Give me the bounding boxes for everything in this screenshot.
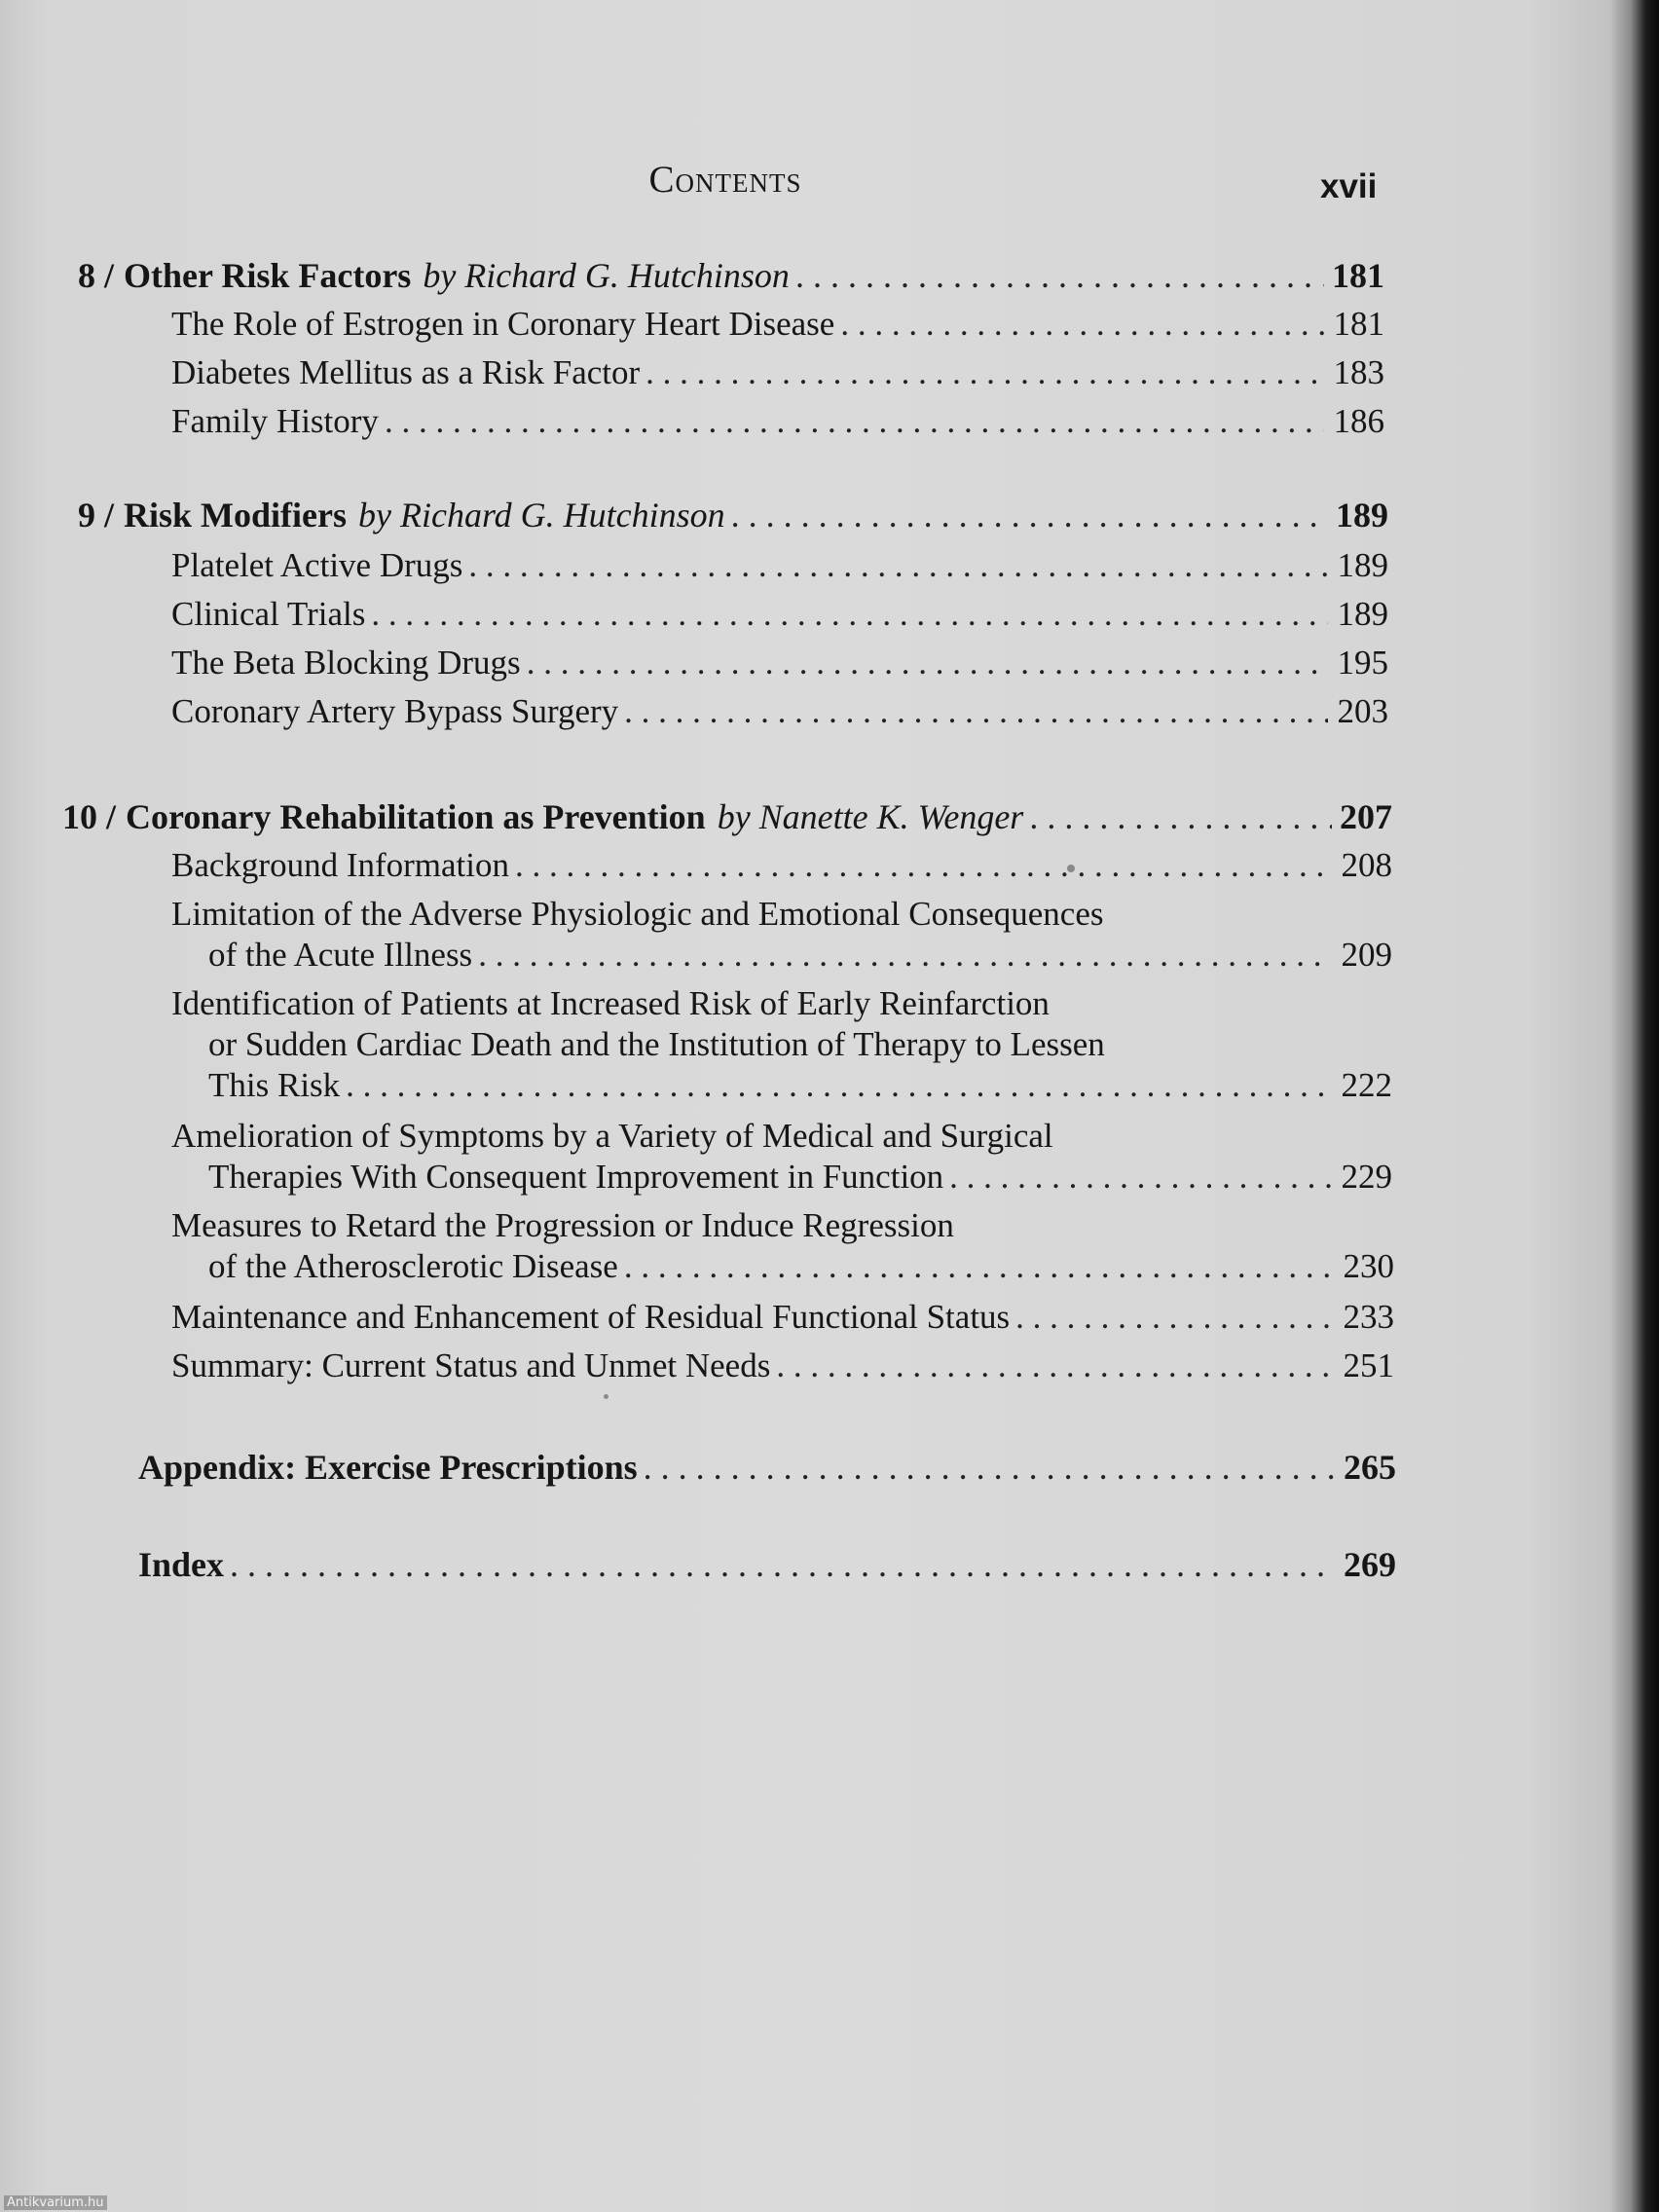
section-page: 181 [1333,305,1384,343]
section-title: Family History [171,402,379,440]
toc-section [171,691,1388,732]
toc-chapter-9 [78,495,1388,535]
toc-section [171,643,1388,683]
section-title: Amelioration of Symptoms by a Variety of Medical and Surgical [171,1117,1053,1155]
index-title: Index [138,1545,225,1584]
dot-leader [1015,1297,1334,1338]
chapter-number: 9 / [78,496,115,535]
section-title-continued: This Risk [208,1066,341,1104]
toc-chapter-10 [62,796,1392,837]
section-title: Background Information [171,846,509,884]
section-page: 230 [1343,1247,1394,1285]
chapter-page: 189 [1336,496,1388,535]
paper-speck [1067,865,1075,872]
section-page: 233 [1343,1298,1394,1336]
chapter-title: Other Risk Factors [124,256,412,295]
toc-section [171,1297,1394,1338]
section-page: 183 [1333,353,1384,391]
section-page: 186 [1333,402,1384,440]
toc-section [171,304,1384,345]
section-title: Measures to Retard the Progression or Induce Regression [171,1206,954,1244]
toc-section [171,545,1388,586]
section-page: 209 [1341,936,1392,974]
dot-leader [645,352,1324,393]
toc-index [138,1544,1396,1585]
dot-leader [840,304,1324,345]
toc-section [208,1157,1392,1198]
toc-appendix [138,1447,1396,1488]
chapter-author: by Richard G. Hutchinson [358,496,725,535]
section-title: The Beta Blocking Drugs [171,644,521,682]
toc-section [208,935,1392,976]
dot-leader [527,643,1328,683]
chapter-number: 8 / [78,256,115,295]
dot-leader [624,1246,1334,1287]
running-head-title: Contents [648,159,802,201]
section-title: Summary: Current Status and Unmet Needs [171,1346,771,1384]
page-number: xvii [1320,167,1378,205]
dot-leader [776,1346,1334,1386]
dot-leader [515,845,1332,886]
appendix-title: Appendix: Exercise Prescriptions [138,1448,638,1487]
dot-leader [468,545,1328,586]
section-page: 195 [1337,644,1388,682]
section-title: Maintenance and Enhancement of Residual Functional Status [171,1298,1011,1336]
paper-speck [604,1394,608,1399]
dot-leader [478,935,1332,976]
section-page: 251 [1343,1346,1394,1384]
dot-leader [371,594,1328,635]
toc-section [171,352,1384,393]
chapter-number: 10 / [62,797,117,836]
dot-leader [644,1447,1336,1488]
chapter-title: Risk Modifiers [124,496,348,535]
toc-section [208,1246,1394,1287]
dot-leader [346,1065,1332,1106]
section-title-continued: of the Acute Illness [208,936,473,974]
section-title: Limitation of the Adverse Physiologic and Emotional Consequences [171,895,1104,933]
section-title: Platelet Active Drugs [171,546,463,584]
dot-leader [230,1544,1336,1585]
section-title: Clinical Trials [171,595,366,633]
section-page: 189 [1337,595,1388,633]
section-title: Diabetes Mellitus as a Risk Factor [171,353,641,391]
section-title-continued: or Sudden Cardiac Death and the Institution of Therapy to Lessen [208,1025,1105,1063]
section-page: 189 [1337,546,1388,584]
dot-leader [1029,796,1332,837]
chapter-author: by Nanette K. Wenger [717,797,1024,836]
section-title: Identification of Patients at Increased Risk of Early Reinfarction [171,984,1050,1022]
dot-leader [731,495,1328,535]
toc-section [171,1346,1394,1386]
chapter-title: Coronary Rehabilitation as Prevention [126,797,706,836]
section-page: 222 [1341,1066,1392,1104]
running-head [0,158,1451,202]
dot-leader [795,255,1324,296]
chapter-author: by Richard G. Hutchinson [423,256,790,295]
section-page: 208 [1341,846,1392,884]
section-title-continued: of the Atherosclerotic Disease [208,1247,618,1285]
chapter-page: 181 [1332,256,1384,295]
dot-leader [624,691,1328,732]
dot-leader [385,401,1324,442]
toc-section [208,1065,1392,1106]
toc-section [171,845,1392,886]
watermark: Antikvarium.hu [4,2195,107,2210]
chapter-page: 207 [1340,797,1392,836]
toc-chapter-8 [78,255,1384,296]
appendix-page: 265 [1344,1448,1396,1487]
toc-section [171,594,1388,635]
section-page: 229 [1341,1158,1392,1196]
toc-section [171,401,1384,442]
section-title: Coronary Artery Bypass Surgery [171,692,619,730]
index-page: 269 [1344,1545,1396,1584]
section-title: The Role of Estrogen in Coronary Heart Disease [171,305,835,343]
dot-leader [949,1157,1332,1198]
section-page: 203 [1337,692,1388,730]
section-title-continued: Therapies With Consequent Improvement in Function [208,1158,944,1196]
